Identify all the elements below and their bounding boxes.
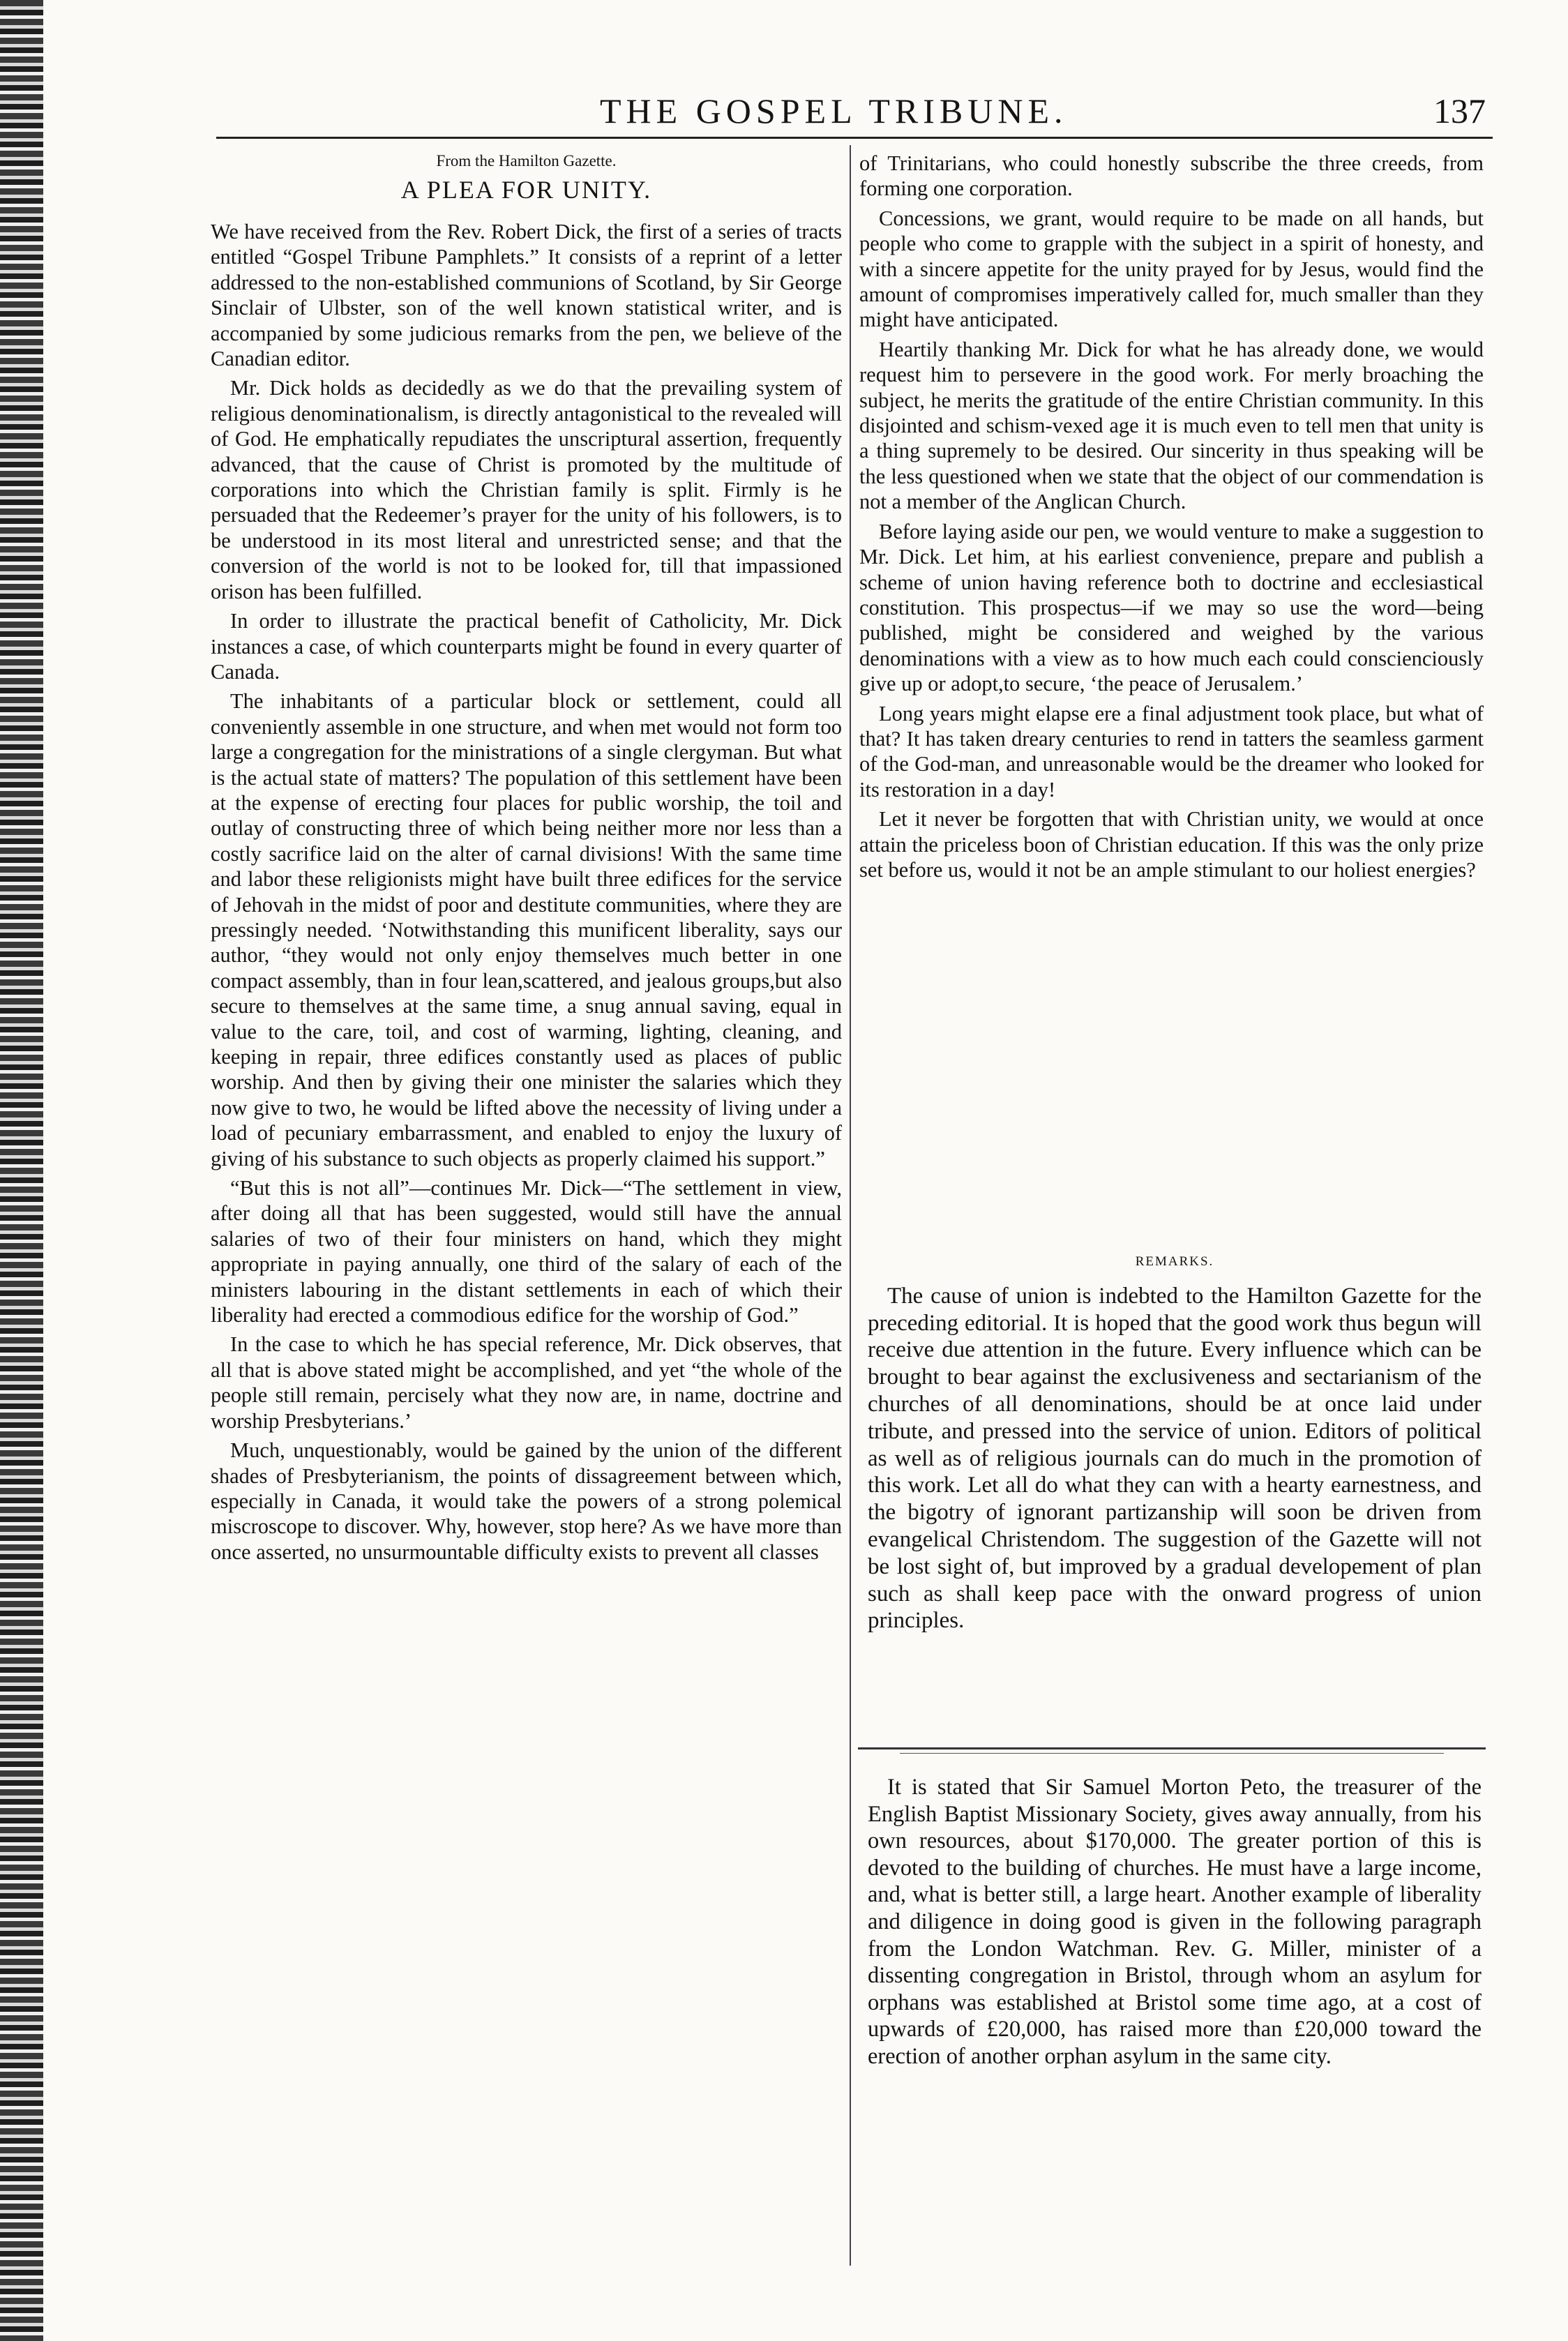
section-rule xyxy=(858,1747,1486,1749)
remarks-text: The cause of union is indebted to the Hamilton Gazette for the preceding editorial. It is hoped that the good work thus begun will receive due attention in the future. Every influence which can be brought to bear against the exclusiveness and sectarianism of the churches of all denominations, should be at once laid under tribute, and pressed into the service of union. Editors of political as well as of religious journals can do much in the promotion of this work. Let all do what they can with a hearty earnestness, and the bigotry of ignorant partizanship will soon be driven from evangelical Christendom. The suggestion of the Gazette will not be lost sight of, but improved by a gradual developement of plan such as shall keep pace with the onward progress of union principles. xyxy=(868,1283,1482,1634)
remarks-section xyxy=(868,1249,1482,1639)
article-paragraph: “But this is not all”—continues Mr. Dick—“The settlement in view, after doing all that has been suggested, would still have the annual salaries of two of their four ministers on hand, which they might appropriate in paying annually, one third of the salary of each of the ministers labouring in the distant settlements in each of which their liberality had erected a commodious edifice for the worship of God.” xyxy=(211,1176,842,1327)
remarks-heading: REMARKS. xyxy=(1135,1254,1214,1269)
article-source: From the Hamilton Gazette. xyxy=(436,152,617,170)
header-rule xyxy=(216,137,1493,139)
peto-note xyxy=(868,1774,1482,2075)
article-paragraph: Mr. Dick holds as decidedly as we do that the prevailing system of religious denominationalism, is directly antagonistical to the revealed will of God. He emphatically repudiates the unscriptural assertion, frequently advanced, that the cause of Christ is promoted by the multitude of corporations into which the Christian family is split. Firmly is he persuaded that the Redeemer’s prayer for the unity of his followers, is to be understood in its most literal and unrestricted sense; and that the conversion of the world is not to be looked for, till that impassioned orison has been fulfilled. xyxy=(211,376,842,603)
article-paragraph: Much, unquestionably, would be gained by the union of the different shades of Presbyterianism, the points of dissagreement between which, especially in Canada, it would take the powers of a strong polemical miscroscope to discover. Why, however, stop here? As we have more than once asserted, no unsurmountable difficulty exists to prevent all classes xyxy=(211,1438,842,1564)
page-number: 137 xyxy=(1433,91,1486,130)
article-paragraph: In order to illustrate the practical benefit of Catholicity, Mr. Dick instances a case, of which counterparts might be found in every quarter of Canada. xyxy=(211,609,842,684)
right-column-article xyxy=(859,151,1484,887)
article-paragraph: Long years might elapse ere a final adjustment took place, but what of that? It has taken dreary centuries to rend in tatters the seamless garment of the God-man, and unreasonable would be the dreamer who looked for its restoration in a day! xyxy=(859,701,1484,801)
article-paragraph: Let it never be forgotten that with Christian unity, we would at once attain the priceless boon of Christian education. If this was the only prize set before us, would it not be an ample stimulant to our holiest energies? xyxy=(859,807,1484,882)
column-divider xyxy=(850,145,851,2266)
article-paragraph: We have received from the Rev. Robert Dick, the first of a series of tracts entitled “Gospel Tribune Pamphlets.” It consists of a reprint of a letter addressed to the non-established communions of Scotland, by Sir George Sinclair of Ulbster, son of the well known statistical writer, and is accompanied by some judicious remarks from the pen, we believe of the Canadian editor. xyxy=(211,220,842,371)
article-title: A PLEA FOR UNITY. xyxy=(400,176,652,204)
left-column xyxy=(211,151,842,1569)
article-paragraph: The inhabitants of a particular block or settlement, could all conveniently assemble in one structure, and when met would not form too large a congregation for the ministrations of a single clergyman. But what is the actual state of matters? The population of this settlement have been at the expense of erecting four places for public worship, the toil and outlay of constructing three of which being neither more nor less than a costly sacrifice laid on the alter of carnal divisions! With the same time and labor these religionists might have built three edifices for the service of Jehovah in the midst of poor and destitute communities, where they are pressingly needed. ‘Notwithstanding this munificent liberality, says our author, “they would not only enjoy themselves much better in one compact assembly, than in four lean,scattered, and jealous groups,but also secure to themselves at the same time, a snug annual saving, equal in value to the care, toil, and cost of warming, lighting, cleaning, and keeping in repair, three edifices constantly used as places of public worship. And then by giving their one minister the salaries which they now give to two, he would be lifted above the necessity of living under a load of pecuniary embarrassment, and enabled to enjoy the luxury of giving of his substance to such objects as properly claimed his support.” xyxy=(211,689,842,1170)
page-header xyxy=(209,84,1514,140)
page-scan-edge xyxy=(0,0,43,2341)
article-paragraph: In the case to which he has special reference, Mr. Dick observes, that all that is above stated might be accomplished, and yet “the whole of the people still remain, percisely what they now are, in name, doctrine and worship Presbyterians.’ xyxy=(211,1332,842,1433)
section-rule-thin xyxy=(900,1753,1444,1754)
article-paragraph: of Trinitarians, who could honestly subscribe the three creeds, from forming one corporation. xyxy=(859,151,1484,201)
article-paragraph: Before laying aside our pen, we would venture to make a suggestion to Mr. Dick. Let him, at his earliest convenience, prepare and publish a scheme of union having reference both to doctrine and ecclesiastical constitution. This prospectus—if we may so use the word—being published, might be considered and weighed by the various denominations with a view as to how much each could conscienciously give up or adopt,to secure, ‘the peace of Jerusalem.’ xyxy=(859,519,1484,696)
running-title: THE GOSPEL TRIBUNE. xyxy=(600,91,1068,130)
article-paragraph: Heartily thanking Mr. Dick for what he has already done, we would request him to persevere in the good work. For merly broaching the subject, he merits the gratitude of the entire Christian community. In this disjointed and schism-vexed age it is much even to tell men that unity is a thing supremely to be desired. Our sincerity in thus speaking will be the less questioned when we state that the object of our commendation is not a member of the Anglican Church. xyxy=(859,337,1484,514)
note-text: It is stated that Sir Samuel Morton Peto, the treasurer of the English Baptist Missionary Society, gives away annually, from his own resources, about $170,000. The greater portion of this is devoted to the building of churches. He must have a large income, and, what is better still, a large heart. Another example of liberality and diligence in doing good is given in the following paragraph from the London Watchman. Rev. G. Miller, minister of a dissenting congregation in Bristol, through whom an asylum for orphans was established at Bristol some time ago, at a cost of upwards of £20,000, has raised more than £20,000 toward the erection of another orphan asylum in the same city. xyxy=(868,1775,1482,2069)
article-paragraph: Concessions, we grant, would require to be made on all hands, but people who come to grapple with the subject in a spirit of honesty, and with a sincere appetite for the unity prayed for by Jesus, would find the amount of compromises imperatively called for, much smaller than they might have anticipated. xyxy=(859,206,1484,332)
